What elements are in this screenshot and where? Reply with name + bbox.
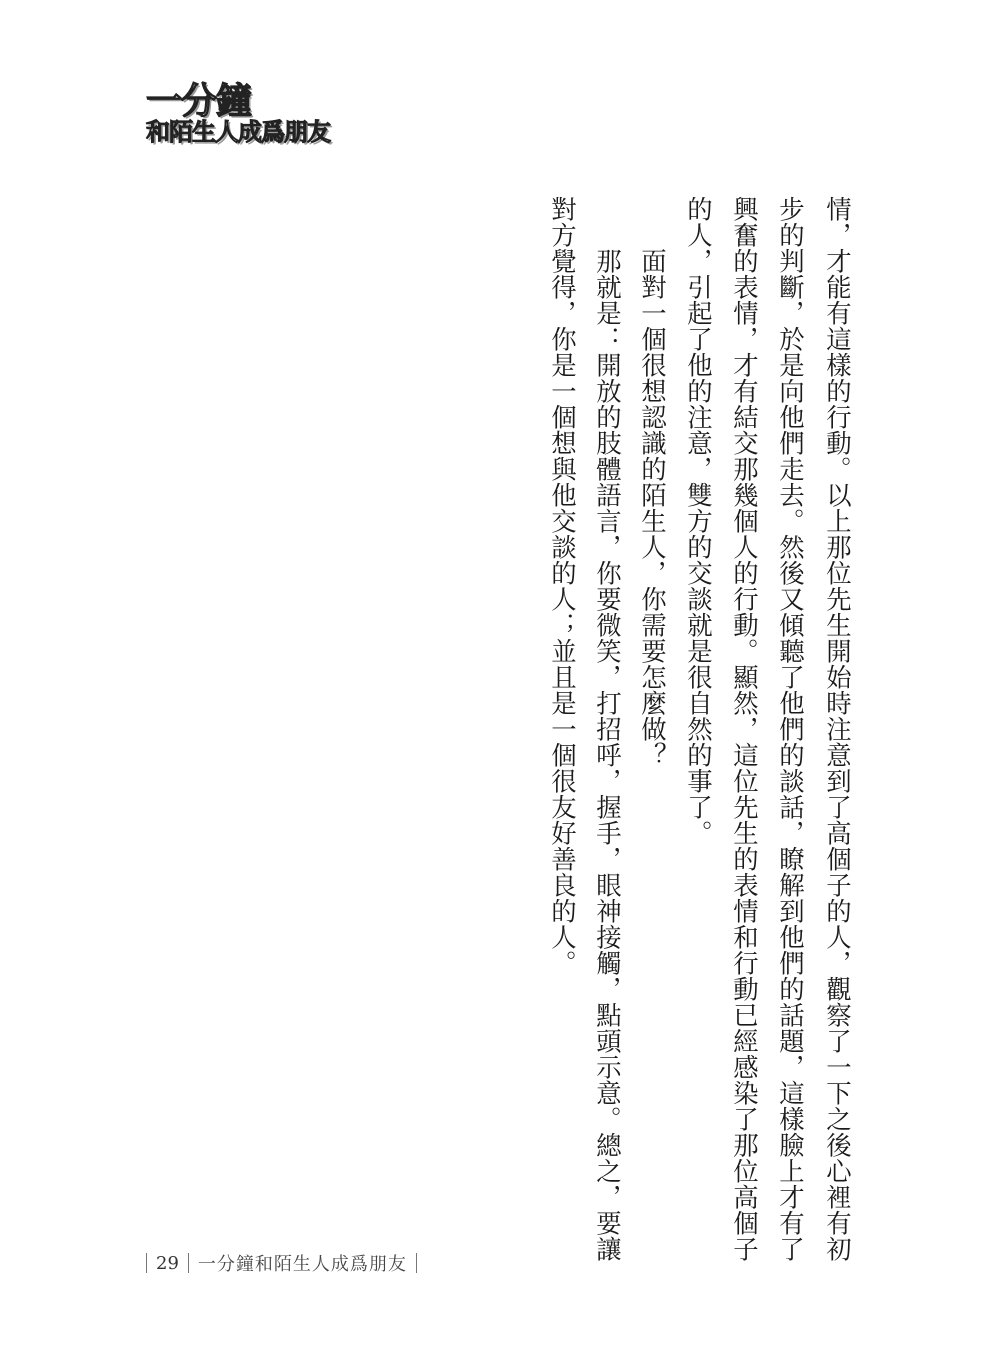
footer-divider <box>188 1253 189 1273</box>
text-column-5: 面對一個很想認識的陌生人，你需要怎麼做？ <box>638 248 668 768</box>
text-column-7: 對方覺得，你是一個想與他交談的人；並且是一個很友好善良的人。 <box>548 196 578 976</box>
text-column-3: 興奮的表情，才有結交那幾個人的行動。顯然，這位先生的表情和行動已經感染了那位高個子 <box>730 196 760 1262</box>
page-footer <box>146 1252 417 1274</box>
text-column-6: 那就是：開放的肢體語言，你要微笑，打招呼，握手，眼神接觸，點頭示意。總之，要讓 <box>593 248 623 1262</box>
footer-divider <box>146 1253 147 1273</box>
header-title <box>146 82 386 146</box>
text-column-4: 的人，引起了他的注意，雙方的交談就是很自然的事了。 <box>684 196 714 846</box>
header-title-line2: 和陌生人成爲朋友 <box>146 117 330 146</box>
text-column-2: 步的判斷，於是向他們走去。然後又傾聽了他們的談話，瞭解到他們的話題，這樣臉上才有了 <box>776 196 806 1262</box>
text-column-1: 情，才能有這樣的行動。以上那位先生開始時注意到了高個子的人，觀察了一下之後心裡有初 <box>823 196 853 1262</box>
footer-divider <box>416 1253 417 1273</box>
footer-book-title: 一分鐘和陌生人成爲朋友 <box>197 1254 407 1275</box>
header-title-line1: 一分鐘 <box>146 80 252 122</box>
page-number: 29 <box>156 1252 179 1274</box>
